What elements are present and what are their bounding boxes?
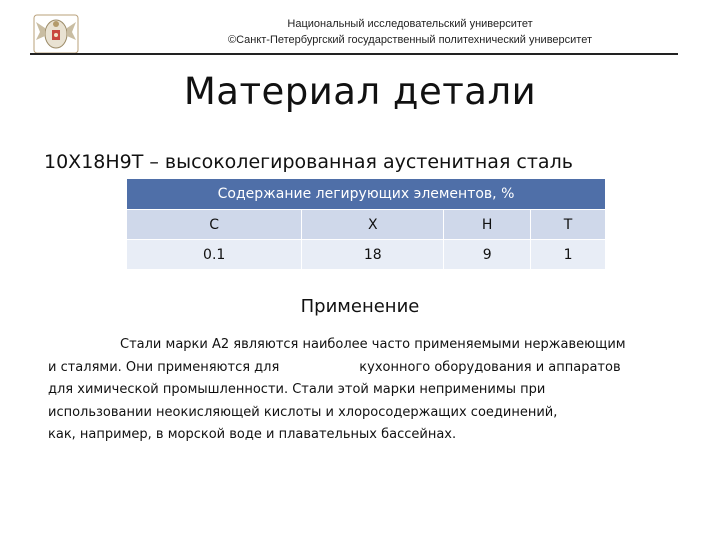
alloy-composition-table (126, 178, 606, 270)
table-row (127, 210, 606, 240)
paragraph-fragment: кухонного оборудования и аппаратов (359, 359, 621, 375)
header-divider (30, 53, 678, 55)
page-title: Материал детали (183, 70, 537, 113)
table-row (127, 240, 606, 270)
table-cell: Т (531, 210, 606, 240)
application-paragraph (48, 334, 688, 447)
section-title: Применение (300, 296, 420, 317)
table-cell: 18 (302, 240, 444, 270)
table-cell: С (127, 210, 302, 240)
paragraph-line (48, 357, 688, 380)
paragraph-line: для химической промышленности. Стали этой марки неприменимы при (48, 382, 546, 397)
paragraph-line: использовании неокисляющей кислоты и хлоросодержащих соединений, (48, 404, 558, 420)
paragraph-line: как, например, в морской воде и плавательных бассейнах. (48, 427, 457, 442)
table-cell: Н (444, 210, 531, 240)
paragraph-fragment: и сталями. Они применяются для (48, 359, 280, 375)
university-emblem-icon (28, 14, 84, 54)
table-cell: 9 (444, 240, 531, 270)
paragraph-line: Стали марки А2 являются наиболее часто применяемыми нержавеющим (120, 337, 626, 352)
table-cell: 0.1 (127, 240, 302, 270)
table-cell: 1 (531, 240, 606, 270)
table-cell: Х (302, 210, 444, 240)
table-caption: Содержание легирующих элементов, % (127, 179, 606, 210)
university-full-name-line: ©Санкт-Петербургский государственный политехнический университет (227, 34, 593, 46)
material-subtitle: 10Х18Н9Т – высоколегированная аустенитная сталь (44, 151, 573, 173)
university-name-line: Национальный исследовательский университет (287, 18, 533, 30)
